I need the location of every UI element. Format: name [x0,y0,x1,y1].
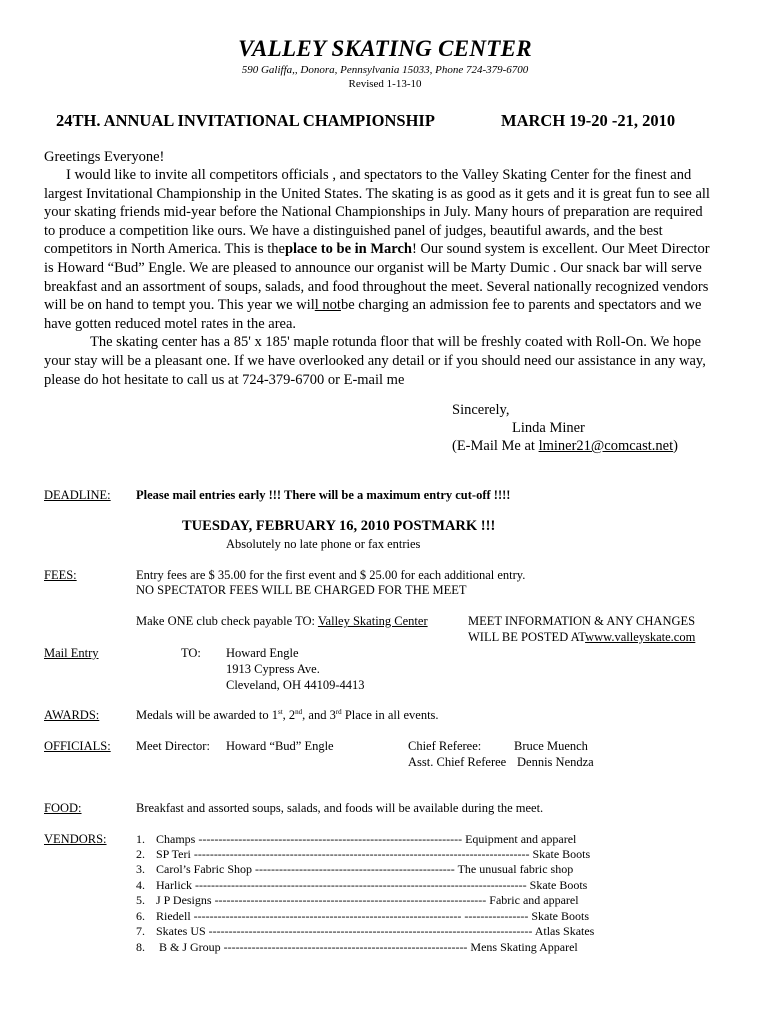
vendor-number: 1. [136,832,145,846]
mail-entry-label: Mail Entry [44,646,99,660]
letter-body [44,166,714,389]
fees-line-2: NO SPECTATOR FEES WILL BE CHARGED FOR THE MEET [136,583,467,597]
closing: Sincerely, [452,402,510,418]
text-run: I would like to invite all competitors officials , and spectators to the Valley Skating Center for the finest and largest Invitational Championship in the United States. The skating is as good as it gets and it is great fun to see all your skating friends mid-year before the National Championships in July. Many hours of preparation are required to produce a competition like ours. We have a distinguished panel of judges, beautiful awards, and the best competitors in North America. This is the [44,167,710,258]
vendor-text: Champs ------------------------------------------------------------------ Equipment and apparel [156,832,577,846]
vendor-number: 3. [136,862,145,876]
vendor-text: SP Teri ------------------------------------------------------------------------------------ Skate Boots [156,847,591,861]
vendor-number: 8. [136,940,145,954]
vendor-item [136,893,616,908]
meet-info-line-2 [468,630,695,645]
deadline-date: TUESDAY, FEBRUARY 16, 2010 POSTMARK !!! [182,518,496,534]
vendors-label: VENDORS: [44,832,107,846]
fees-label: FEES: [44,568,77,582]
vendor-text: J P Designs -------------------------------------------------------------------- Fabric and apparel [156,893,579,907]
page-title: VALLEY SKATING CENTER [238,36,532,61]
vendor-text: B & J Group ------------------------------------------------------------- Mens Skating Apparel [156,940,578,954]
chief-referee-name: Bruce Muench [514,739,588,753]
email-link[interactable]: lminer21@comcast.net [538,438,674,454]
deadline-sub: Absolutely no late phone or fax entries [226,537,421,551]
vendor-number: 4. [136,878,145,892]
vendor-text: Carol’s Fabric Shop -------------------------------------------------- The unusual fabric shop [156,862,574,876]
deadline-label: DEADLINE: [44,488,111,502]
signer-name: Linda Miner [512,420,585,436]
vendor-text: Skates US --------------------------------------------------------------------------------- Atlas Skates [156,924,595,938]
vendor-text: Harlick ----------------------------------------------------------------------------------- Skate Boots [156,878,588,892]
text-run: WILL BE POSTED AT [468,630,586,644]
emphasis-text: place to be in March [284,241,412,258]
vendor-item [136,862,616,877]
paragraph-1 [44,166,714,333]
mail-street: 1913 Cypress Ave. [226,662,320,676]
text-run: Make ONE club check payable TO: [136,614,318,628]
vendor-number: 5. [136,893,145,907]
deadline-note: Please mail entries early !!! There will be a maximum entry cut-off !!!! [136,488,511,502]
payee-name: Valley Skating Center [317,614,428,628]
text-run: ! Our sound system is excellent. Our Meet Director is Howard “Bud” Engle. We are pleased to announce our organist will be Marty Dumic . Our snack bar will serve breakfast and an assortment of soups, salads, and food throughout the meet. Several nationally recognized vendors will be on hand to tempt you. This year we wil [44,241,710,314]
ordinal-suffix: rd [335,707,342,716]
signer-email-line [452,438,678,455]
vendor-item [136,847,616,862]
vendor-item [136,878,616,893]
food-label: FOOD: [44,801,82,815]
check-payable [136,614,428,629]
vendor-item [136,940,616,955]
ordinal-suffix: st [277,707,283,716]
text-run: , 2 [282,708,296,722]
meet-info-line-1: MEET INFORMATION & ANY CHANGES [468,614,696,628]
text-run: , and 3 [302,708,336,722]
vendor-number: 6. [136,909,145,923]
website-link[interactable]: www.valleyskate.com [585,630,696,644]
text-run: be charging an admission fee to parents and spectators and we have gotten reduced motel rates in the area. [44,297,702,332]
address-line: 590 Galiffa,, Donora, Pennsylvania 15033, Phone 724-379-6700 [241,64,529,76]
text-run: Place in all events. [341,708,439,722]
asst-referee-name: Dennis Nendza [517,755,594,769]
mail-city: Cleveland, OH 44109-4413 [226,678,365,692]
mail-to-label: TO: [181,646,201,660]
fees-line-1: Entry fees are $ 35.00 for the first event and $ 25.00 for each additional entry. [136,568,526,582]
event-title: 24TH. ANNUAL INVITATIONAL CHAMPIONSHIP [56,111,435,130]
vendor-number: 7. [136,924,145,938]
asst-referee-label: Asst. Chief Referee [408,755,507,769]
food-text: Breakfast and assorted soups, salads, and foods will be available during the meet. [136,801,544,815]
greeting: Greetings Everyone! [44,149,165,165]
text-run: (E-Mail Me at [452,438,539,454]
vendor-item [136,909,616,924]
ordinal-suffix: nd [295,707,303,716]
text-run: Medals will be awarded to 1 [136,708,278,722]
vendor-number: 2. [136,847,145,861]
mail-name: Howard Engle [226,646,299,660]
underlined-text: l not [314,297,341,314]
director-label: Meet Director: [136,739,210,753]
revised-date: Revised 1-13-10 [348,78,422,90]
awards-label: AWARDS: [44,708,100,722]
paragraph-2: The skating center has a 85' x 185' maple rotunda floor that will be freshly coated with Roll-On. We hope your stay will be a pleasant one. If we have overlooked any detail or if you should need our assistance in any way, please do hot hesitate to call us at 724-379-6700 or E-mail me [44,334,706,388]
text-run: ) [673,438,678,454]
chief-referee-label: Chief Referee: [408,739,482,753]
vendor-item [136,924,616,939]
event-dates: MARCH 19-20 -21, 2010 [501,111,676,130]
vendor-item [136,832,616,847]
director-name: Howard “Bud” Engle [226,739,334,753]
officials-label: OFFICIALS: [44,739,111,753]
vendor-text: Riedell ------------------------------------------------------------------- ---------------- Skate Boots [156,909,590,923]
awards-text [136,708,439,723]
